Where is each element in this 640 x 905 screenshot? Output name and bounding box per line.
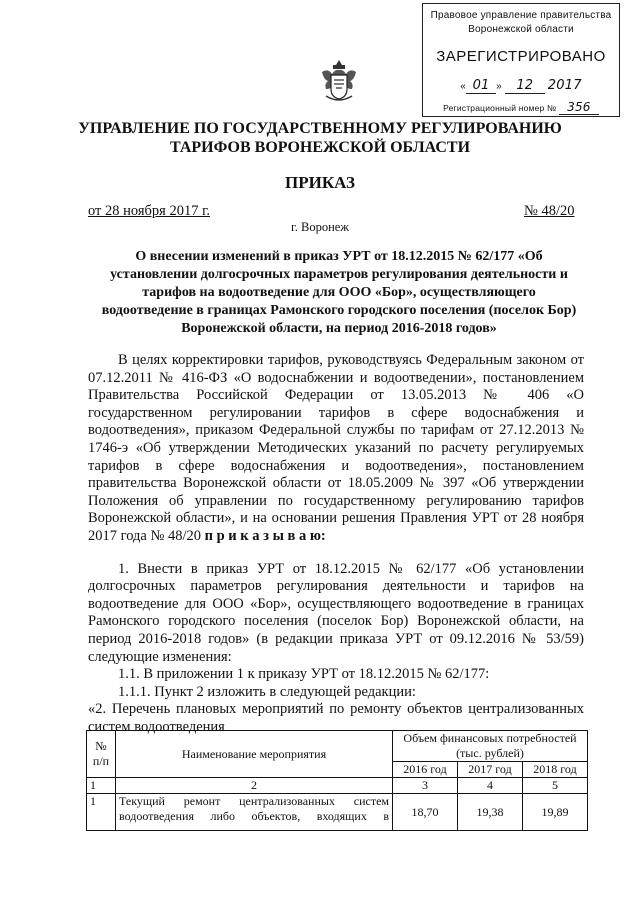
row-name: Текущий ремонт централизованных систем водоотведения либо объектов, входящих в	[116, 794, 393, 831]
row-value: 19,89	[523, 794, 588, 831]
item-1-1: 1.1. В приложении 1 к приказу УРТ от 18.12.2015 № 62/177:	[118, 666, 490, 683]
order-subject	[96, 248, 582, 338]
index-cell: 4	[458, 778, 523, 794]
header-num: № п/п	[87, 731, 116, 778]
stamp-reg-number: 356	[559, 100, 599, 115]
index-cell: 2	[116, 778, 393, 794]
item-quote: «2. Перечень плановых мероприятий по ремонту объектов централизованных систем водоотведения	[88, 701, 584, 735]
subject-line: О внесении изменений в приказ УРТ от 18.12.2015 № 62/177 «Об	[135, 249, 543, 264]
city: г. Воронеж	[291, 220, 349, 234]
header-name: Наименование мероприятия	[116, 731, 393, 778]
order-date: от 28 ноября 2017 г.	[88, 203, 211, 219]
row-value: 19,38	[458, 794, 523, 831]
org-name-line2: ТАРИФОВ ВОРОНЕЖСКОЙ ОБЛАСТИ	[169, 139, 471, 156]
row-num: 1	[87, 794, 116, 831]
year-cell: 2018 год	[523, 762, 588, 778]
preamble-paragraph	[88, 352, 584, 546]
subject-line: тарифов на водоотведение для ООО «Бор», осуществляющего	[142, 285, 536, 300]
index-cell: 3	[393, 778, 458, 794]
index-cell: 5	[523, 778, 588, 794]
item-1-1-1: 1.1.1. Пункт 2 изложить в следующей редакции:	[118, 683, 416, 700]
year-cell: 2017 год	[458, 762, 523, 778]
index-cell: 1	[87, 778, 116, 794]
subject-line: водоотведение в границах Рамонского городского поселения (поселок Бор)	[101, 303, 577, 318]
item-1: 1. Внести в приказ УРТ от 18.12.2015 № 62/177 «Об установлении долгосрочных параметров регулирования деятельности и тарифов на водоотведение для ООО «Бор», осуществляющего водоотведение в границах Рамонского городского поселения (поселок Бор) Воронежской области, на период 2016-2018 годов» (в редакции приказа УРТ от 09.12.2016 № 53/59) следующие изменения:	[88, 560, 584, 665]
stamp-reg-row	[423, 100, 619, 115]
stamp-reg-label: Регистрационный номер №	[443, 103, 557, 113]
table-row	[87, 794, 588, 831]
stamp-registered: ЗАРЕГИСТРИРОВАНО	[436, 48, 606, 65]
coat-of-arms-emblem	[318, 58, 360, 106]
stamp-org-line1: Правовое управление правительства	[430, 10, 612, 21]
year-cell: 2016 год	[393, 762, 458, 778]
order-number: № 48/20	[524, 203, 575, 219]
table-header-row	[87, 731, 588, 762]
stamp-date: « 01 » 12 2017	[460, 78, 582, 93]
document-type: ПРИКАЗ	[285, 173, 355, 192]
order-body	[88, 352, 584, 736]
subject-line: установлении долгосрочных параметров регулирования деятельности и	[110, 267, 568, 282]
row-value: 18,70	[393, 794, 458, 831]
org-name-line1: УПРАВЛЕНИЕ ПО ГОСУДАРСТВЕННОМУ РЕГУЛИРОВАНИЮ	[78, 120, 562, 137]
table-index-row	[87, 778, 588, 794]
repair-measures-table	[86, 730, 588, 831]
subject-line: Воронежской области, на период 2016-2018 годов»	[181, 321, 497, 336]
registration-stamp	[422, 3, 620, 117]
preamble-text: В целях корректировки тарифов, руководствуясь Федеральным законом от 07.12.2011 № 416-ФЗ «О водоснабжении и водоотведении», постановлением Правительства Российской Федерации от 13.05.2013 № 406 «О государственном регулировании тарифов в сфере водоснабжения и водоотведения», приказом Федеральной службы по тарифам от 27.12.2013 № 1746-э «Об утверждении Методических указаний по расчету регулируемых тарифов в сфере водоснабжения и водоотведения», постановлением правительства Воронежской области от 18.05.2009 № 397 «Об утверждении Положения об управлении по государственному регулированию тарифов Воронежской области», и на основании решения Правления УРТ от 28 ноября 2017 года № 48/20	[88, 352, 584, 544]
orders-word: п р и к а з ы в а ю:	[204, 527, 326, 544]
stamp-day: 01	[466, 78, 496, 94]
stamp-year: 2017	[547, 78, 582, 93]
stamp-org-line2: Воронежской области	[468, 24, 574, 35]
header-volume: Объем финансовых потребностей (тыс. рублей)	[393, 731, 588, 762]
stamp-month: 12	[505, 78, 545, 94]
